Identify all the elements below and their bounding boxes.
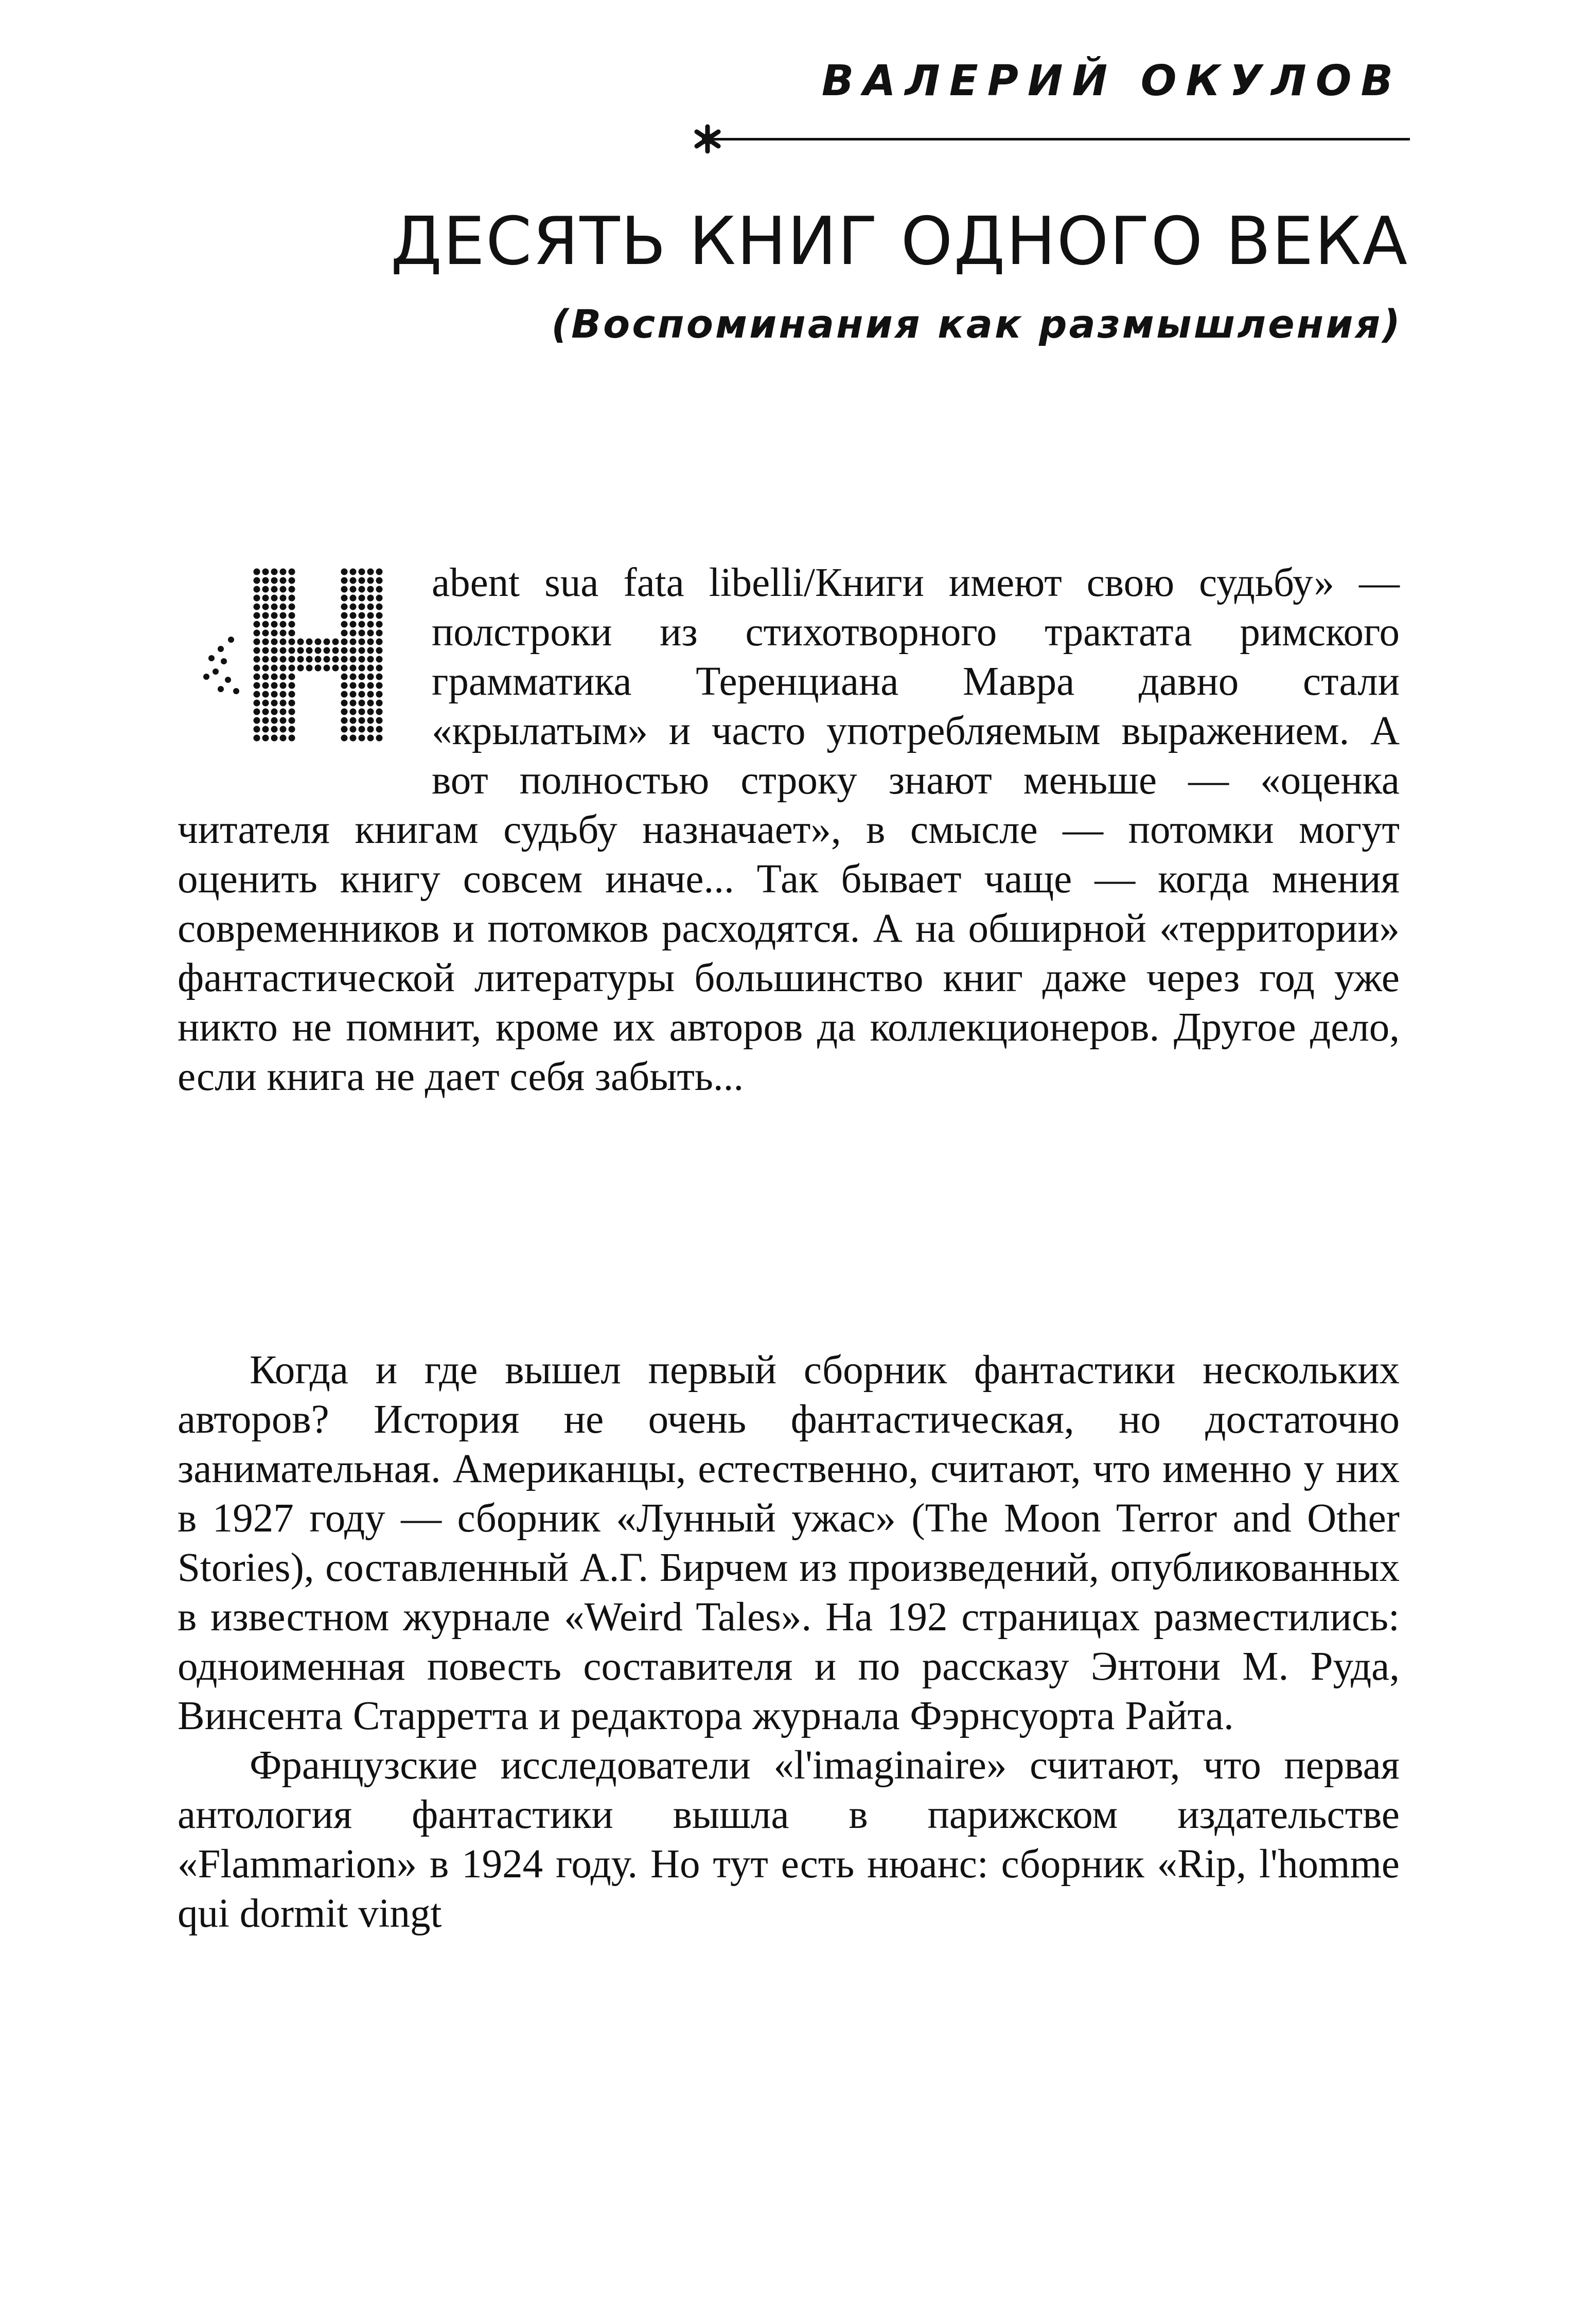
- body-section: [178, 1346, 1400, 1939]
- author-name: ВАЛЕРИЙ ОКУЛОВ: [821, 57, 1402, 105]
- header-ornament: [690, 124, 1410, 154]
- intro-text: abent sua fata libelli/Книги имеют свою судьбу» — полстроки из стихотворного трактата римского грамматика Теренциана Мавра давно стали «крылатым» и часто употребляемым выражением. А вот полностью строку знают меньше — «оценка читателя книгам судьбу назначает», в смысле — потомки могут оценить книгу совсем иначе... Так бывает чаще — когда мнения современников и потомков расходятся. А на обширной «территории» фантастической литературы большинство книг даже через год уже никто не помнит, кроме их авторов да коллекционеров. Другое дело, если книга не дает себя забыть...: [178, 560, 1400, 1099]
- chapter-subtitle: (Воспоминания как размышления): [551, 301, 1402, 347]
- intro-paragraph: [178, 558, 1400, 1102]
- header-rule: [710, 138, 1410, 140]
- body-paragraph: Французские исследователи «l'imaginaire» считают, что первая антология фантастики вышла в парижском издательстве «Flammarion» в 1924 году. Но тут есть нюанс: сборник «Rip, l'homme qui dormit vingt: [178, 1743, 1400, 1936]
- chapter-title: ДЕСЯТЬ КНИГ ОДНОГО ВЕКА: [391, 203, 1408, 280]
- dropcap-letter: [174, 562, 416, 758]
- body-paragraph: Когда и где вышел первый сборник фантастики нескольких авторов? История не очень фантастическая, но достаточно занимательная. Американцы, естественно, считают, что именно у них в 1927 году — сборник «Лунный ужас» (The Moon Terror and Other Stories), составленный А.Г. Бирчем из произведений, опубликованных в известном журнале «Weird Tales». На 192 страницах разместились: одноименная повесть составителя и по рассказу Энтони М. Руда, Винсента Старретта и редактора журнала Фэрнсуорта Райта.: [178, 1348, 1400, 1738]
